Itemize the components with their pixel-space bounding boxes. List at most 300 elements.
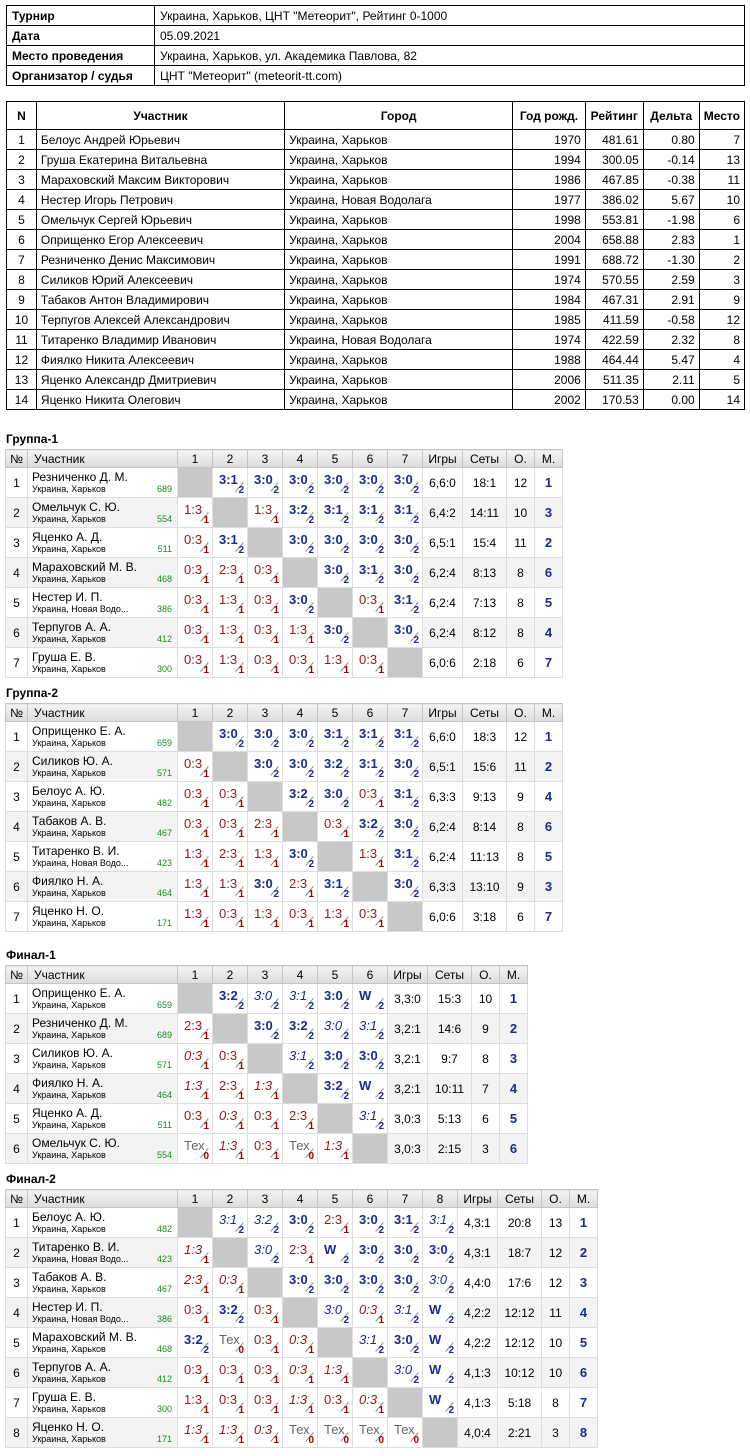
match-result-cell[interactable] <box>248 648 283 678</box>
match-result-cell[interactable] <box>213 1044 248 1074</box>
player-cell[interactable] <box>28 812 178 842</box>
match-result-cell[interactable] <box>388 468 423 498</box>
match-result-cell[interactable] <box>213 1074 248 1104</box>
player-name[interactable]: Табаков А. В. <box>32 1269 107 1284</box>
match-result-cell[interactable] <box>388 1418 423 1448</box>
match-result-cell[interactable] <box>178 1298 213 1328</box>
match-result-cell[interactable] <box>353 1208 388 1238</box>
games-cell: 4,1:3 <box>458 1388 498 1418</box>
match-result-cell[interactable] <box>248 1238 283 1268</box>
match-points: 1 <box>238 605 244 616</box>
match-result-cell[interactable] <box>318 1268 353 1298</box>
participant-cell: 481.61 <box>585 130 643 150</box>
match-result-cell[interactable] <box>248 558 283 588</box>
match-result-cell[interactable] <box>353 842 388 872</box>
match-result-cell[interactable] <box>283 1208 318 1238</box>
match-result-cell[interactable] <box>283 984 318 1014</box>
info-key: Организатор / судья <box>7 66 155 86</box>
match-score: 0:3 <box>254 622 273 637</box>
match-result-cell[interactable] <box>248 872 283 902</box>
match-result-cell[interactable] <box>423 1388 458 1418</box>
match-result-cell[interactable] <box>388 722 423 752</box>
participant-cell: Украина, Харьков <box>285 170 513 190</box>
player-cell[interactable] <box>28 498 178 528</box>
match-result-cell[interactable] <box>213 1388 248 1418</box>
match-result-cell[interactable] <box>353 902 388 932</box>
match-score: 1:3 <box>219 1422 238 1437</box>
match-result-cell[interactable] <box>353 984 388 1014</box>
player-cell[interactable] <box>28 1358 178 1388</box>
self-cell <box>353 872 388 902</box>
match-points: 2 <box>378 1225 384 1236</box>
match-result-cell[interactable] <box>178 1104 213 1134</box>
player-name[interactable]: Яценко Н. О. <box>32 903 105 918</box>
column-header: Город <box>285 102 513 130</box>
match-result-cell[interactable] <box>248 1074 283 1104</box>
games-cell: 4,4:0 <box>458 1268 498 1298</box>
match-points: 2 <box>343 1285 349 1296</box>
match-result-cell[interactable] <box>178 1358 213 1388</box>
match-result-cell[interactable] <box>213 558 248 588</box>
match-result-cell[interactable] <box>318 782 353 812</box>
match-result-cell[interactable] <box>213 1298 248 1328</box>
player-name[interactable]: Мараховский М. В. <box>32 1329 137 1344</box>
player-name[interactable]: Нестер И. П. <box>32 1299 103 1314</box>
match-result-cell[interactable] <box>283 588 318 618</box>
match-result-cell[interactable] <box>283 872 318 902</box>
self-cell <box>388 1388 423 1418</box>
row-number: 2 <box>6 1238 28 1268</box>
player-cell[interactable] <box>28 752 178 782</box>
match-score: 1:3 <box>324 652 343 667</box>
match-result-cell[interactable] <box>213 468 248 498</box>
header-opponent-number: 3 <box>248 704 283 722</box>
match-result-cell[interactable] <box>423 1328 458 1358</box>
match-result-cell[interactable] <box>213 812 248 842</box>
player-cell[interactable] <box>28 618 178 648</box>
match-result-cell[interactable] <box>248 722 283 752</box>
match-result-cell[interactable] <box>388 498 423 528</box>
player-name[interactable]: Терпугов А. А. <box>32 1359 112 1374</box>
match-result-cell[interactable] <box>388 1268 423 1298</box>
match-result-cell[interactable] <box>248 468 283 498</box>
header-opponent-number: 2 <box>213 450 248 468</box>
match-result-cell[interactable] <box>353 558 388 588</box>
row-number: 3 <box>6 782 28 812</box>
match-result-cell[interactable] <box>353 722 388 752</box>
match-result-cell[interactable] <box>388 1208 423 1238</box>
match-result-cell[interactable] <box>318 1044 353 1074</box>
player-name[interactable]: Терпугов А. А. <box>32 619 112 634</box>
match-result-cell[interactable] <box>213 872 248 902</box>
match-result-cell[interactable] <box>213 1418 248 1448</box>
match-points: 2 <box>378 545 384 556</box>
match-result-cell[interactable] <box>283 528 318 558</box>
player-cell[interactable] <box>28 1044 178 1074</box>
match-result-cell[interactable] <box>283 902 318 932</box>
match-result-cell[interactable] <box>318 1298 353 1328</box>
match-points: 2 <box>413 545 419 556</box>
match-result-cell[interactable] <box>353 588 388 618</box>
player-name[interactable]: Груша Е. В. <box>32 1389 97 1404</box>
match-result-cell[interactable] <box>353 1014 388 1044</box>
row-number: 5 <box>6 1104 28 1134</box>
player-cell[interactable] <box>28 1298 178 1328</box>
player-name[interactable]: Оприщенко Е. А. <box>32 723 126 738</box>
header-games: Игры <box>423 450 463 468</box>
match-result-cell[interactable] <box>178 1074 213 1104</box>
match-result-cell[interactable] <box>283 1014 318 1044</box>
match-result-cell[interactable] <box>388 1358 423 1388</box>
match-score: 3:0 <box>324 562 343 577</box>
player-name[interactable]: Титаренко В. И. <box>32 843 120 858</box>
participant-cell: 10 <box>699 190 744 210</box>
player-name[interactable]: Табаков А. В. <box>32 813 107 828</box>
match-result-cell[interactable] <box>283 648 318 678</box>
match-result-cell[interactable] <box>353 1104 388 1134</box>
match-result-cell[interactable] <box>318 648 353 678</box>
match-result-cell[interactable] <box>213 902 248 932</box>
info-value: Украина, Харьков, ул. Академика Павлова, 82 <box>155 46 745 66</box>
match-result-cell[interactable] <box>283 722 318 752</box>
match-result-cell[interactable] <box>353 1388 388 1418</box>
match-result-cell[interactable] <box>318 812 353 842</box>
match-result-cell[interactable] <box>388 782 423 812</box>
match-result-cell[interactable] <box>283 1044 318 1074</box>
match-result-cell[interactable] <box>318 468 353 498</box>
match-result-cell[interactable] <box>178 1014 213 1044</box>
match-points: 0 <box>378 1435 384 1446</box>
match-result-cell[interactable] <box>318 1358 353 1388</box>
match-result-cell[interactable] <box>213 648 248 678</box>
group-row <box>6 842 563 872</box>
match-result-cell[interactable] <box>248 498 283 528</box>
match-result-cell[interactable] <box>178 872 213 902</box>
match-result-cell[interactable] <box>213 842 248 872</box>
games-cell: 4,0:4 <box>458 1418 498 1448</box>
match-points: 1 <box>273 575 279 586</box>
match-result-cell[interactable] <box>248 1328 283 1358</box>
match-result-cell[interactable] <box>213 528 248 558</box>
match-result-cell[interactable] <box>423 1268 458 1298</box>
match-result-cell[interactable] <box>283 498 318 528</box>
match-result-cell[interactable] <box>213 588 248 618</box>
match-result-cell[interactable] <box>318 1208 353 1238</box>
match-points: 2 <box>448 1285 454 1296</box>
match-result-cell[interactable] <box>248 1104 283 1134</box>
round-robin-table <box>5 703 563 932</box>
match-result-cell[interactable] <box>178 1328 213 1358</box>
match-score: 3:0 <box>359 1242 378 1257</box>
player-cell[interactable] <box>28 1074 178 1104</box>
match-result-cell[interactable] <box>283 1418 318 1448</box>
match-result-cell[interactable] <box>248 1298 283 1328</box>
participant-cell: Украина, Харьков <box>285 130 513 150</box>
match-result-cell[interactable] <box>283 782 318 812</box>
match-result-cell[interactable] <box>283 1238 318 1268</box>
participant-cell: 14 <box>699 390 744 410</box>
match-result-cell[interactable] <box>388 558 423 588</box>
match-result-cell[interactable] <box>318 1238 353 1268</box>
match-result-cell[interactable] <box>318 902 353 932</box>
match-result-cell[interactable] <box>248 1388 283 1418</box>
match-result-cell[interactable] <box>213 1208 248 1238</box>
player-name[interactable]: Фиялко Н. А. <box>32 873 104 888</box>
match-result-cell[interactable] <box>178 528 213 558</box>
match-result-cell[interactable] <box>248 1208 283 1238</box>
player-cell[interactable] <box>28 902 178 932</box>
player-rating: 467 <box>156 828 172 838</box>
match-result-cell[interactable] <box>388 1298 423 1328</box>
player-cell[interactable] <box>28 782 178 812</box>
match-result-cell[interactable] <box>178 842 213 872</box>
match-result-cell[interactable] <box>318 984 353 1014</box>
match-score: W <box>359 988 372 1003</box>
match-points: 1 <box>378 799 384 810</box>
sets-cell: 7:13 <box>463 588 507 618</box>
match-result-cell[interactable] <box>213 1328 248 1358</box>
place-cell: 8 <box>570 1418 598 1448</box>
match-result-cell[interactable] <box>213 618 248 648</box>
player-cell[interactable] <box>28 722 178 752</box>
match-result-cell[interactable] <box>423 1358 458 1388</box>
match-result-cell[interactable] <box>283 1104 318 1134</box>
match-result-cell[interactable] <box>248 902 283 932</box>
match-result-cell[interactable] <box>248 588 283 618</box>
match-result-cell[interactable] <box>178 1238 213 1268</box>
tournament-info-table <box>6 5 745 86</box>
row-number: 2 <box>6 752 28 782</box>
match-result-cell[interactable] <box>178 1134 213 1164</box>
player-cell[interactable] <box>28 1418 178 1448</box>
match-result-cell[interactable] <box>283 468 318 498</box>
match-result-cell[interactable] <box>178 782 213 812</box>
participant-row <box>7 130 745 150</box>
sets-cell: 15:6 <box>463 752 507 782</box>
match-result-cell[interactable] <box>353 812 388 842</box>
player-cell[interactable] <box>28 528 178 558</box>
match-score: 3:2 <box>289 786 308 801</box>
match-result-cell[interactable] <box>213 984 248 1014</box>
match-result-cell[interactable] <box>423 1238 458 1268</box>
match-result-cell[interactable] <box>178 812 213 842</box>
match-result-cell[interactable] <box>388 1328 423 1358</box>
player-name[interactable]: Яценко Н. О. <box>32 1419 105 1434</box>
match-result-cell[interactable] <box>283 1268 318 1298</box>
match-result-cell[interactable] <box>213 1358 248 1388</box>
player-cell[interactable] <box>28 1104 178 1134</box>
player-name[interactable]: Яценко А. Д. <box>32 529 103 544</box>
match-result-cell[interactable] <box>248 842 283 872</box>
player-cell[interactable] <box>28 1328 178 1358</box>
match-result-cell[interactable] <box>318 1134 353 1164</box>
player-name[interactable]: Омельчук С. Ю. <box>32 499 120 514</box>
row-number: 3 <box>6 528 28 558</box>
header-opponent-number: 6 <box>353 1190 388 1208</box>
games-cell: 6,6:0 <box>423 722 463 752</box>
match-result-cell[interactable] <box>213 1268 248 1298</box>
player-name[interactable]: Мараховский М. В. <box>32 559 137 574</box>
player-name[interactable]: Белоус А. Ю. <box>32 1209 106 1224</box>
match-result-cell[interactable] <box>283 752 318 782</box>
player-name[interactable]: Титаренко В. И. <box>32 1239 120 1254</box>
match-result-cell[interactable] <box>388 618 423 648</box>
player-cell[interactable] <box>28 1014 178 1044</box>
match-result-cell[interactable] <box>318 528 353 558</box>
match-result-cell[interactable] <box>353 1328 388 1358</box>
match-result-cell[interactable] <box>248 984 283 1014</box>
match-score: 0:3 <box>184 1048 203 1063</box>
match-result-cell[interactable] <box>353 528 388 558</box>
match-result-cell[interactable] <box>283 1134 318 1164</box>
match-result-cell[interactable] <box>353 648 388 678</box>
match-result-cell[interactable] <box>423 1208 458 1238</box>
match-score: 3:0 <box>289 846 308 861</box>
match-result-cell[interactable] <box>388 588 423 618</box>
match-result-cell[interactable] <box>283 1388 318 1418</box>
player-cell[interactable] <box>28 984 178 1014</box>
player-cell[interactable] <box>28 1134 178 1164</box>
match-result-cell[interactable] <box>178 1388 213 1418</box>
player-name[interactable]: Оприщенко Е. А. <box>32 985 126 1000</box>
match-points: 1 <box>378 1405 384 1416</box>
match-result-cell[interactable] <box>318 1388 353 1418</box>
match-result-cell[interactable] <box>213 782 248 812</box>
match-result-cell[interactable] <box>283 1358 318 1388</box>
match-result-cell[interactable] <box>353 1238 388 1268</box>
match-points: 2 <box>203 1345 209 1356</box>
match-result-cell[interactable] <box>353 1298 388 1328</box>
match-points: 1 <box>203 1061 209 1072</box>
match-score: 0:3 <box>184 756 203 771</box>
player-name[interactable]: Силиков Ю. А. <box>32 753 113 768</box>
match-result-cell[interactable] <box>178 648 213 678</box>
match-result-cell[interactable] <box>178 1418 213 1448</box>
participant-cell: 2.83 <box>643 230 699 250</box>
match-result-cell[interactable] <box>178 1268 213 1298</box>
match-result-cell[interactable] <box>318 1418 353 1448</box>
match-result-cell[interactable] <box>388 872 423 902</box>
match-result-cell[interactable] <box>353 1418 388 1448</box>
group-row <box>6 872 563 902</box>
match-result-cell[interactable] <box>213 722 248 752</box>
participant-cell: 5.67 <box>643 190 699 210</box>
match-result-cell[interactable] <box>353 752 388 782</box>
player-cell[interactable] <box>28 842 178 872</box>
match-result-cell[interactable] <box>318 1074 353 1104</box>
group-row <box>6 722 563 752</box>
match-result-cell[interactable] <box>283 1328 318 1358</box>
place-cell: 4 <box>535 618 563 648</box>
participant-cell: 5.47 <box>643 350 699 370</box>
match-result-cell[interactable] <box>318 558 353 588</box>
player-name[interactable]: Силиков Ю. А. <box>32 1045 113 1060</box>
match-result-cell[interactable] <box>318 722 353 752</box>
match-result-cell[interactable] <box>178 588 213 618</box>
match-score: 1:3 <box>254 846 273 861</box>
match-result-cell[interactable] <box>353 498 388 528</box>
player-name[interactable]: Резниченко Д. М. <box>32 1015 128 1030</box>
player-name[interactable]: Белоус А. Ю. <box>32 783 106 798</box>
match-result-cell[interactable] <box>248 812 283 842</box>
header-sets: Сеты <box>463 450 507 468</box>
self-cell <box>318 1104 353 1134</box>
match-result-cell[interactable] <box>318 498 353 528</box>
match-result-cell[interactable] <box>318 752 353 782</box>
match-result-cell[interactable] <box>388 842 423 872</box>
player-name[interactable]: Груша Е. В. <box>32 649 97 664</box>
player-name[interactable]: Резниченко Д. М. <box>32 469 128 484</box>
match-result-cell[interactable] <box>248 618 283 648</box>
player-cell[interactable] <box>28 558 178 588</box>
sets-cell: 12:12 <box>498 1328 542 1358</box>
match-result-cell[interactable] <box>178 1044 213 1074</box>
match-result-cell[interactable] <box>248 1014 283 1044</box>
match-result-cell[interactable] <box>388 752 423 782</box>
match-result-cell[interactable] <box>353 782 388 812</box>
sets-cell: 14:11 <box>463 498 507 528</box>
match-result-cell[interactable] <box>248 1134 283 1164</box>
match-result-cell[interactable] <box>178 752 213 782</box>
match-result-cell[interactable] <box>318 872 353 902</box>
player-cell[interactable] <box>28 648 178 678</box>
match-result-cell[interactable] <box>388 1238 423 1268</box>
player-cell[interactable] <box>28 1208 178 1238</box>
match-result-cell[interactable] <box>353 1268 388 1298</box>
match-result-cell[interactable] <box>178 902 213 932</box>
match-score: 3:1 <box>394 1302 413 1317</box>
match-result-cell[interactable] <box>283 842 318 872</box>
match-result-cell[interactable] <box>248 1358 283 1388</box>
player-cell[interactable] <box>28 1238 178 1268</box>
group-row <box>6 812 563 842</box>
match-result-cell[interactable] <box>353 1044 388 1074</box>
match-result-cell[interactable] <box>248 752 283 782</box>
player-name[interactable]: Нестер И. П. <box>32 589 103 604</box>
games-cell: 6,6:0 <box>423 468 463 498</box>
header-opponent-number: 5 <box>318 1190 353 1208</box>
match-result-cell[interactable] <box>353 1074 388 1104</box>
player-name[interactable]: Омельчук С. Ю. <box>32 1135 120 1150</box>
player-name[interactable]: Фиялко Н. А. <box>32 1075 104 1090</box>
player-name[interactable]: Яценко А. Д. <box>32 1105 103 1120</box>
match-points: 1 <box>203 829 209 840</box>
match-result-cell[interactable] <box>178 558 213 588</box>
match-result-cell[interactable] <box>423 1298 458 1328</box>
match-result-cell[interactable] <box>213 1104 248 1134</box>
match-result-cell[interactable] <box>178 498 213 528</box>
match-result-cell[interactable] <box>178 618 213 648</box>
player-cell[interactable] <box>28 1268 178 1298</box>
match-result-cell[interactable] <box>388 528 423 558</box>
match-result-cell[interactable] <box>213 1134 248 1164</box>
match-result-cell[interactable] <box>318 1014 353 1044</box>
player-cell[interactable] <box>28 872 178 902</box>
points-cell: 10 <box>507 498 535 528</box>
match-result-cell[interactable] <box>248 1418 283 1448</box>
player-cell[interactable] <box>28 468 178 498</box>
match-result-cell[interactable] <box>353 468 388 498</box>
match-result-cell[interactable] <box>318 618 353 648</box>
self-cell <box>213 498 248 528</box>
match-points: 2 <box>413 635 419 646</box>
match-result-cell[interactable] <box>388 812 423 842</box>
player-cell[interactable] <box>28 588 178 618</box>
match-result-cell[interactable] <box>283 618 318 648</box>
place-cell: 3 <box>500 1044 528 1074</box>
player-cell[interactable] <box>28 1388 178 1418</box>
match-points: 1 <box>238 919 244 930</box>
